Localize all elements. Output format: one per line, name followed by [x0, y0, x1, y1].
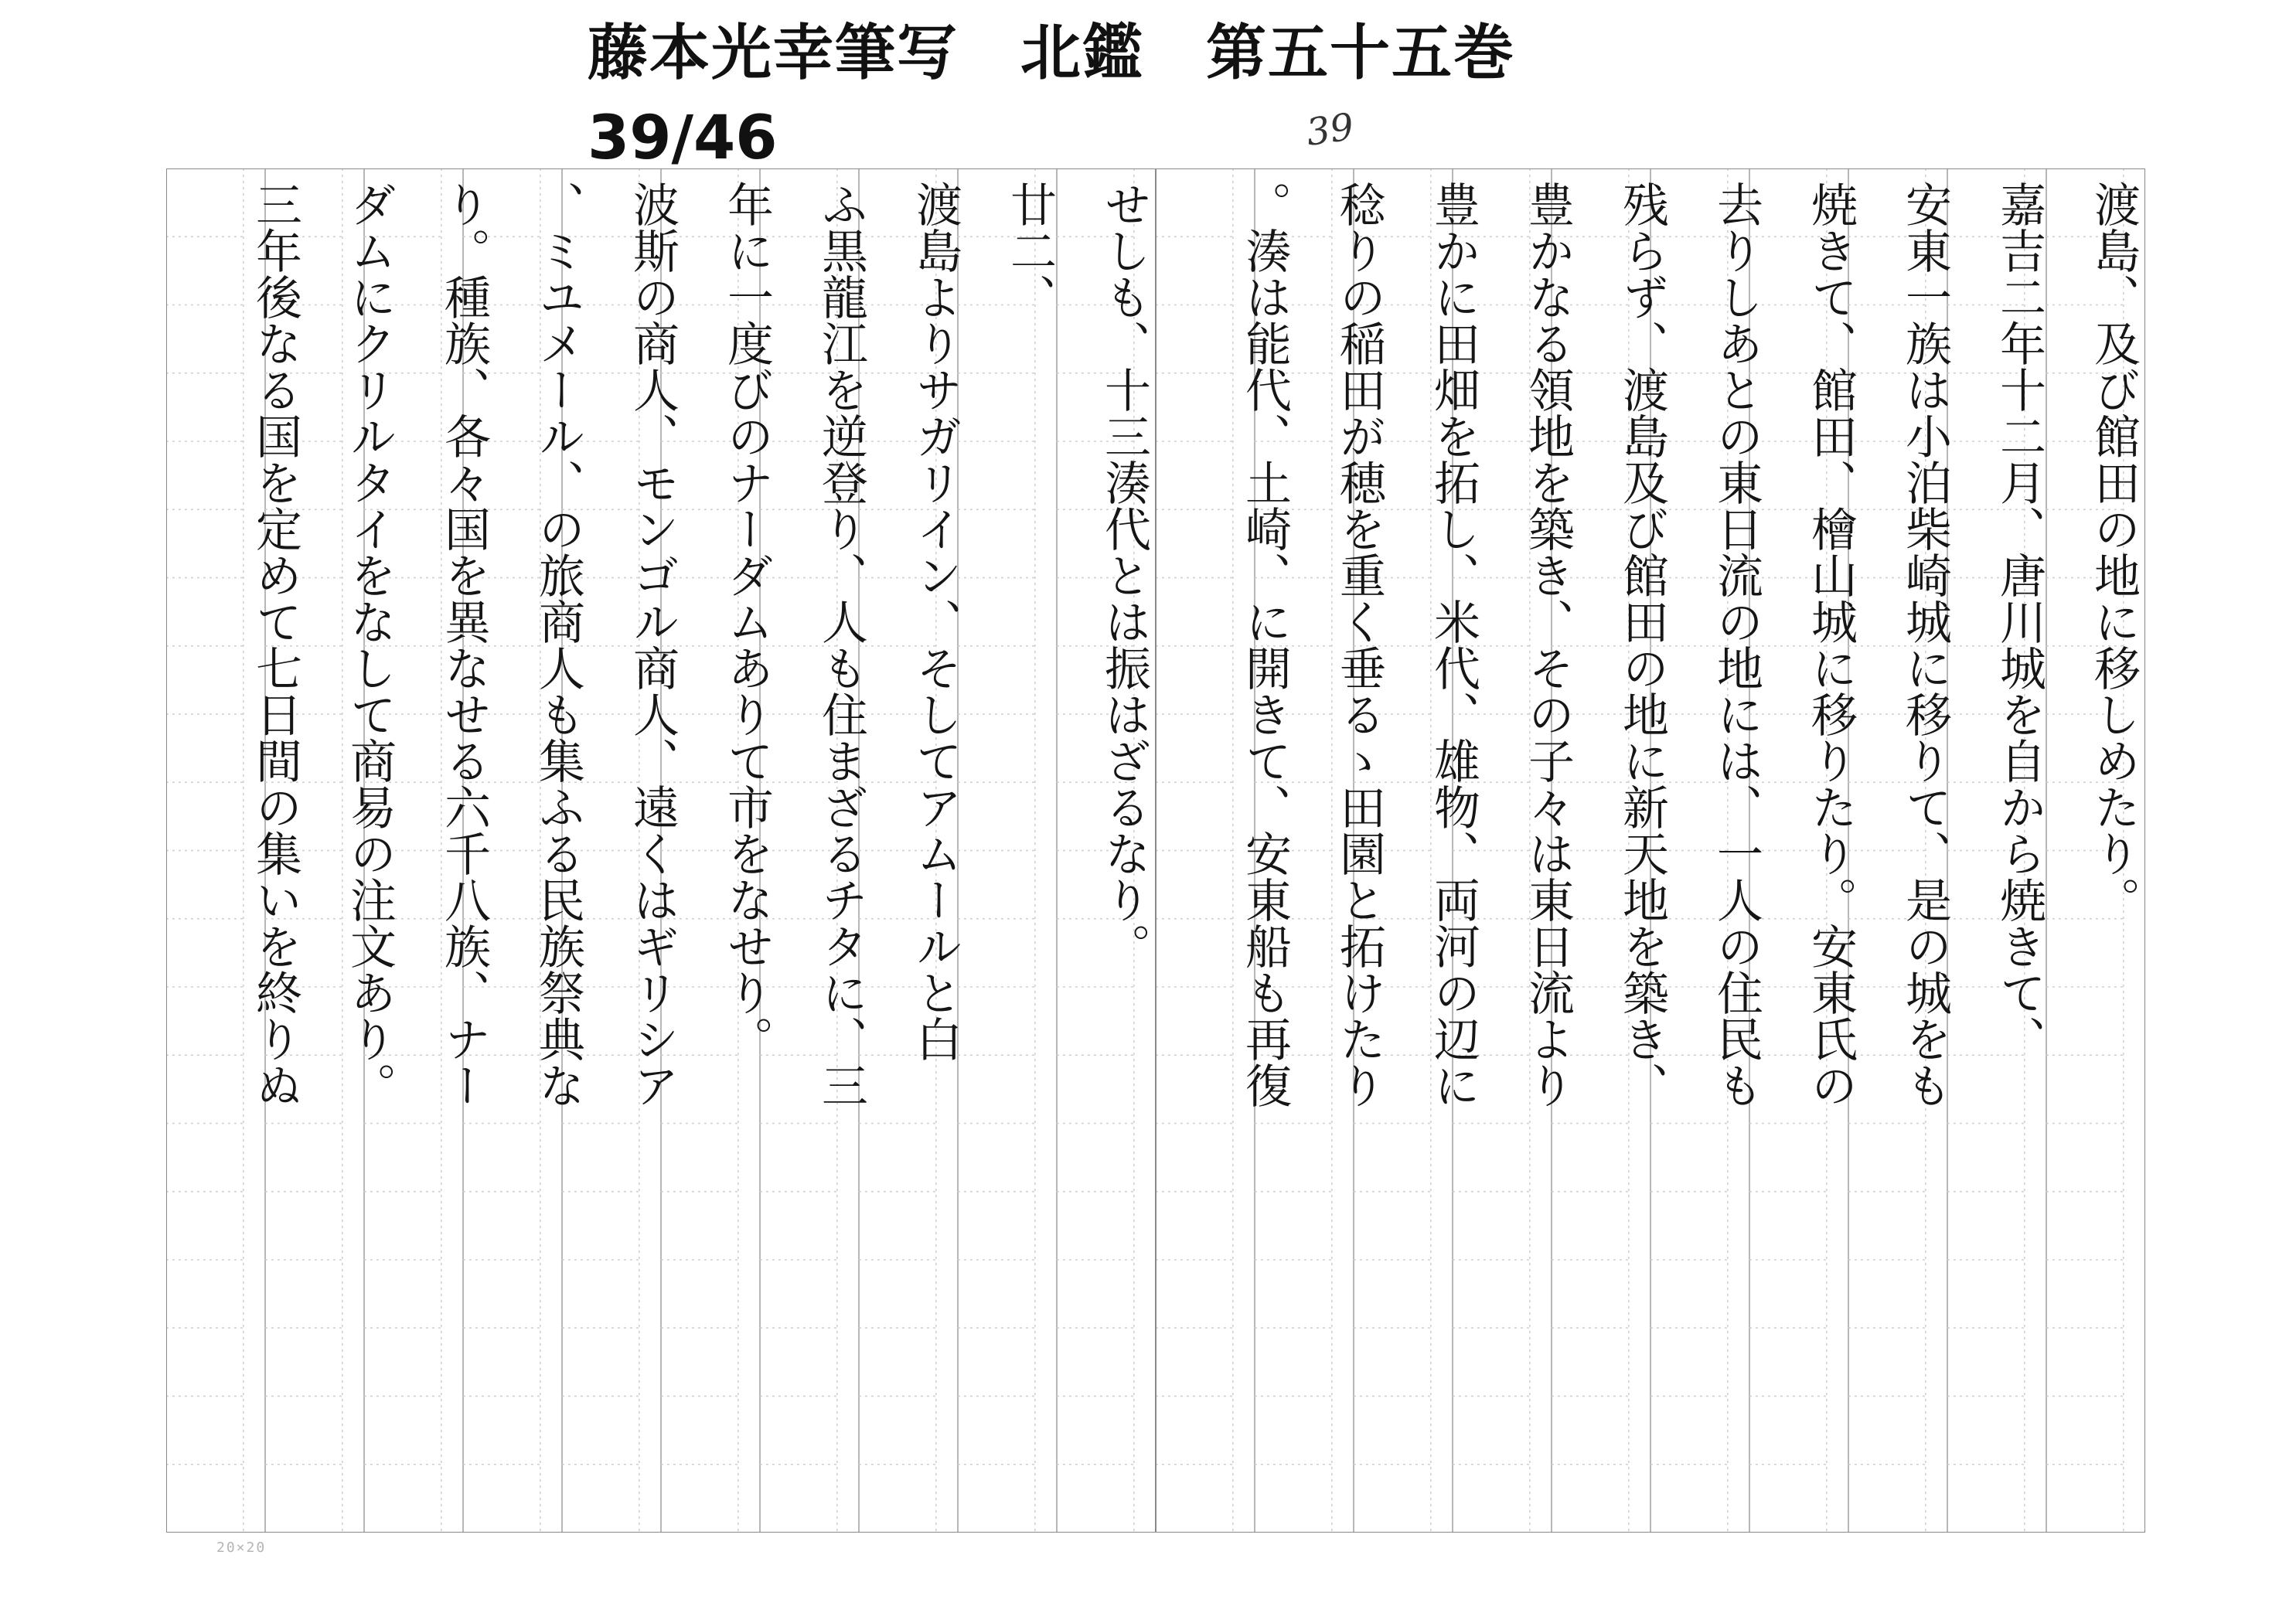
document-title: 藤本光幸筆写 北鑑 第五十五巻 — [588, 19, 1516, 88]
manuscript-sheet — [166, 168, 2145, 1533]
manuscript-column: 稔りの稲田が穂を重く垂るゝ田園と拓けたり — [1332, 181, 1386, 1108]
manuscript-column: ふ黒龍江を逆登り、人も住まざるチタに、三 — [814, 181, 868, 1108]
manuscript-column: 去りしあとの東日流の地には、一人の住民も — [1709, 181, 1763, 1108]
manuscript-column: せしも、十三湊代とは振はざるなり。 — [1097, 181, 1151, 969]
manuscript-column: 波斯の商人、モンゴル商人、遠くはギリシア — [625, 181, 680, 1108]
handwritten-page-number: 39 — [1303, 105, 1357, 155]
manuscript-column: り。種族、各々国を異なせる六千八族、ナー — [437, 181, 491, 1108]
manuscript-column: 三年後なる国を定めて七日間の集いを終りぬ — [248, 181, 302, 1108]
manuscript-column: ダムにクリルタイをなして商易の注文あり。 — [342, 181, 397, 1108]
manuscript-column: 嘉吉二年十二月、唐川城を自から焼きて、 — [1992, 181, 2046, 1062]
manuscript-column: 。湊は能代、土崎、に開きて、安東船も再復 — [1238, 181, 1292, 1108]
manuscript-column: 廿二、 — [1003, 181, 1057, 320]
manuscript-column: 渡島よりサガリイン、そしてアムールと白 — [908, 181, 962, 1062]
manuscript-column: 豊かなる領地を築き、その子々は東日流より — [1521, 181, 1575, 1108]
manuscript-column: 残らず、渡島及び館田の地に新天地を築き、 — [1615, 181, 1669, 1108]
manuscript-column: 渡島、及び館田の地に移しめたり。 — [2086, 181, 2141, 923]
manuscript-column: 焼きて、館田、檜山城に移りたり。安東氏の — [1804, 181, 1858, 1108]
page-counter: 39/46 — [588, 104, 778, 173]
manuscript-column: 、ミユメール、の旅商人も集ふる民族祭典な — [531, 181, 585, 1108]
form-code: 20×20 — [216, 1540, 267, 1556]
manuscript-column: 年に一度びのナーダムありて市をなせり。 — [720, 181, 774, 1062]
manuscript-column: 豊かに田畑を拓し、米代、雄物、両河の辺に — [1426, 181, 1480, 1108]
manuscript-column: 安東一族は小泊柴崎城に移りて、是の城をも — [1898, 181, 1952, 1108]
